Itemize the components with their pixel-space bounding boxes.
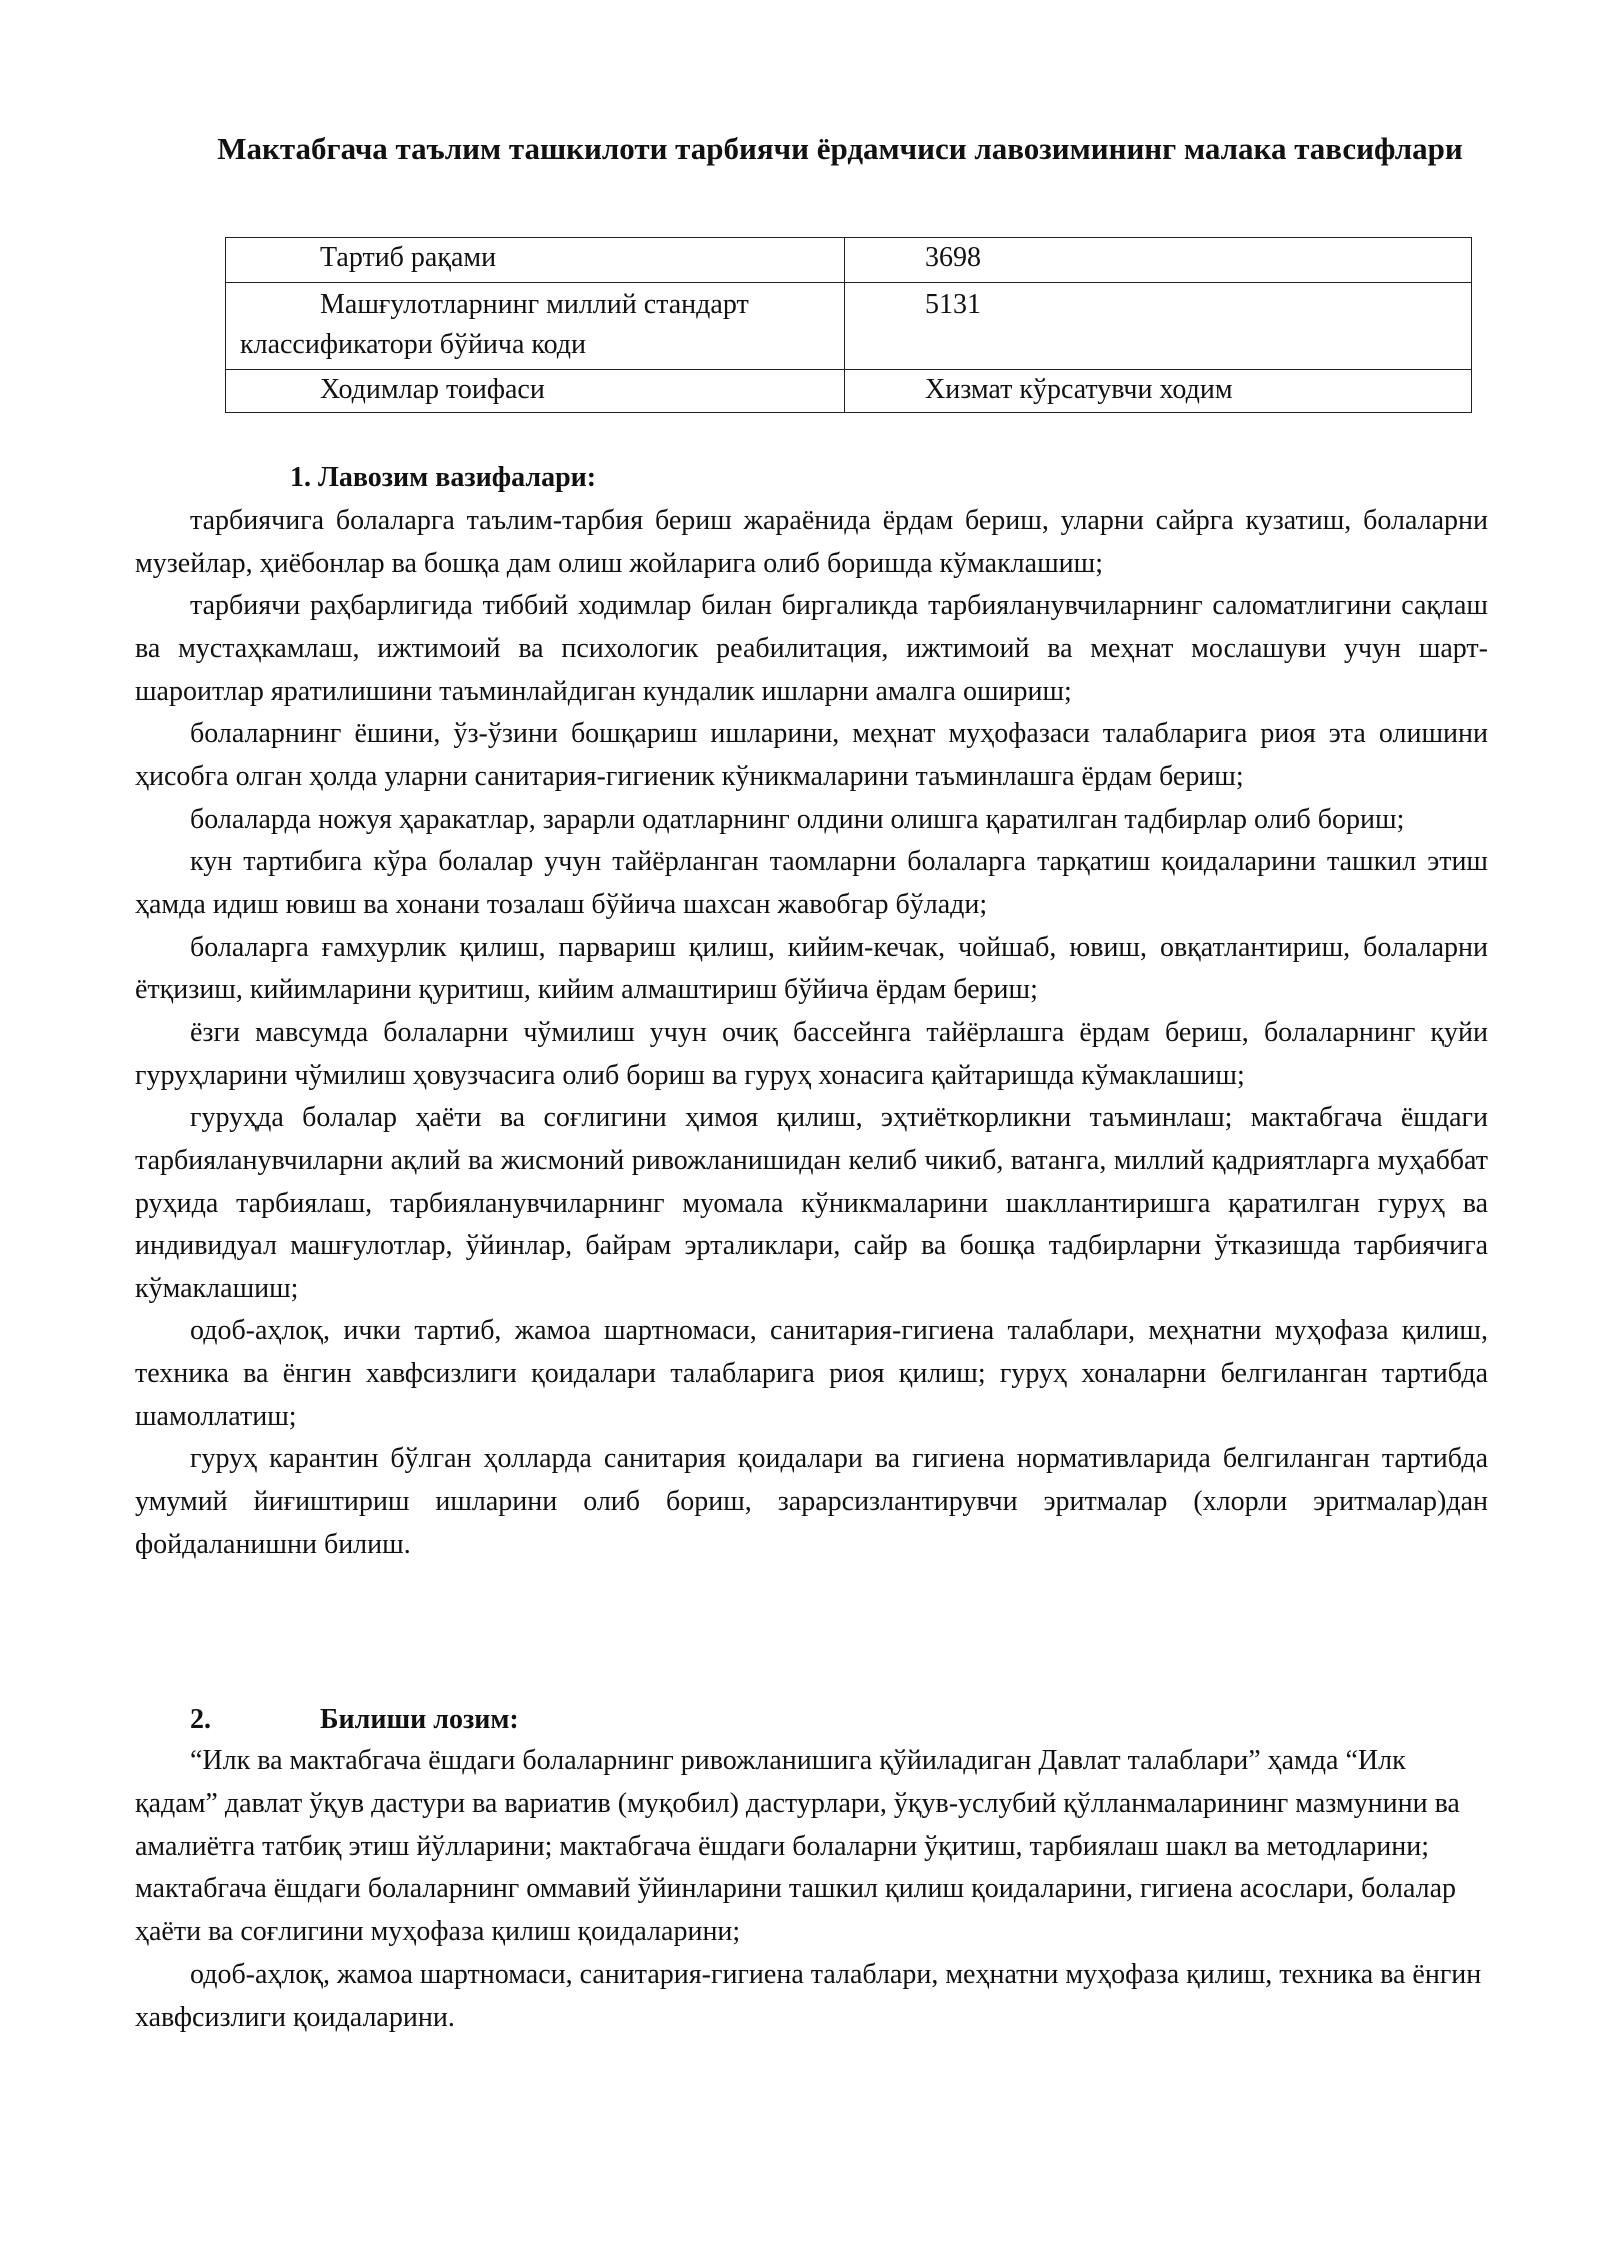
- section-2-heading: [190, 1700, 519, 1740]
- paragraph: гуруҳда болалар ҳаёти ва соғлигини ҳимоя қилиш, эҳтиёткорликни таъминлаш; мактабгача ёшдаги тарбияланувчиларни ақлий ва жисмоний ривожланишидан келиб чикиб, ватанга, миллий қадриятларга муҳаббат руҳида тарбиялаш, тарбияланувчиларнинг муомала кўникмаларини шакллантиришга қаратилган гуруҳ ва индивидуал машғулотлар, ўйинлар, байрам эрталиклари, сайр ва бошқа тадбирларни ўтказишда тарбиячига кўмаклашиш;: [135, 1102, 1488, 1304]
- paragraph: ёзги мавсумда болаларни чўмилиш учун очиқ бассейнга тайёрлашга ёрдам бериш, болаларнинг қуйи гуруҳларини чўмилиш ҳовузчасига олиб бориш ва гуруҳ хонасига қайтаришда кўмаклашиш;: [135, 1016, 1488, 1091]
- section-1-heading: 1. Лавозим вазифалари:: [290, 462, 597, 493]
- paragraph: болаларга ғамхурлик қилиш, парвариш қилиш, кийим-кечак, чойшаб, ювиш, овқатлантириш, болаларни ётқизиш, кийимларини қуритиш, кийим алмаштириш бўйича ёрдам бериш;: [135, 931, 1488, 1006]
- paragraph: одоб-аҳлоқ, ички тартиб, жамоа шартномаси, санитария-гигиена талаблари, меҳнатни муҳофаза қилиш, техника ва ёнгин хавфсизлиги қоидалари талабларига риоя қилиш; гуруҳ хоналарни белгиланган тартибда шамоллатиш;: [135, 1315, 1488, 1432]
- info-value: 3698: [845, 238, 1472, 283]
- info-value: Хизмат кўрсатувчи ходим: [845, 370, 1472, 413]
- paragraph: гуруҳ карантин бўлган ҳолларда санитария қоидалари ва гигиена нормативларида белгиланган тартибда умумий йиғиштириш ишларини олиб бориш, зарарсизлантирувчи эритмалар (хлорли эритмалар)дан фойдаланишни билиш.: [135, 1443, 1488, 1560]
- paragraph: одоб-аҳлоқ, жамоа шартномаси, санитария-гигиена талаблари, меҳнатни муҳофаза қилиш, техника ва ёнгин хавфсизлиги қоидаларини.: [135, 1958, 1482, 2033]
- paragraph: кун тартибига кўра болалар учун тайёрланган таомларни болаларга тарқатиш қоидаларини ташкил этиш ҳамда идиш ювиш ва хонани тозалаш бўйича шахсан жавобгар бўлади;: [135, 846, 1488, 920]
- paragraph: тарбиячига болаларга таълим-тарбия бериш жараёнида ёрдам бериш, уларни сайрга кузатиш, болаларни музейлар, ҳиёбонлар ва бошқа дам олиш жойларига олиб боришда кўмаклашиш;: [135, 505, 1488, 579]
- paragraph: болаларнинг ёшини, ўз-ўзини бошқариш ишларини, меҳнат муҳофазаси талабларига риоя эта олишини ҳисобга олган ҳолда уларни санитария-гигиеник кўникмаларини таъминлашга ёрдам бериш;: [135, 718, 1488, 792]
- info-row-number: [226, 238, 1472, 283]
- info-label: Тартиб рақами: [320, 242, 497, 273]
- document-title: Мактабгача таълим ташкилоти тарбиячи ёрдамчиси лавозимининг малака тавсифлари: [217, 131, 1463, 166]
- paragraph: тарбиячи раҳбарлигида тиббий ходимлар билан биргаликда тарбияланувчиларнинг саломатлигини сақлаш ва мустаҳкамлаш, ижтимоий ва психологик реабилитация, ижтимоий ва меҳнат мослашуви учун шарт-шароитлар яратилишини таъминлайдиган кундалик ишларни амалга ошириш;: [135, 590, 1488, 707]
- info-label: Машғулотларнинг миллий стандарт классификатори бўйича коди: [240, 289, 749, 360]
- section-2-number: 2.: [190, 1704, 211, 1735]
- paragraph: “Илк ва мактабгача ёшдаги болаларнинг ривожланишига қўйиладиган Давлат талаблари” ҳамда “Илк қадам” давлат ўқув дастури ва вариатив (муқобил) дастурлари, ўқув-услубий қўлланмаларининг мазмунини ва амалиётга татбиқ этиш йўлларини; мактабгача ёшдаги болаларни ўқитиш, тарбиялаш шакл ва методларини; мактабгача ёшдаги болаларнинг оммавий ўйинларини ташкил қилиш қоидаларини, гигиена асослари, болалар ҳаёти ва соғлигини муҳофаза қилиш қоидаларини;: [135, 1745, 1460, 1948]
- section-2-title: Билиши лозим:: [320, 1704, 519, 1735]
- section-1-body: [135, 500, 1488, 1566]
- info-label: Ходимлар тоифаси: [320, 374, 545, 405]
- info-value: 5131: [845, 283, 1472, 370]
- info-row-category: [226, 370, 1472, 413]
- info-table: [225, 237, 1472, 413]
- section-2-body: [135, 1740, 1488, 2040]
- info-row-code: [226, 283, 1472, 370]
- paragraph: болаларда ножуя ҳаракатлар, зарарли одатларнинг олдини олишга қаратилган тадбирлар олиб бориш;: [190, 803, 1405, 835]
